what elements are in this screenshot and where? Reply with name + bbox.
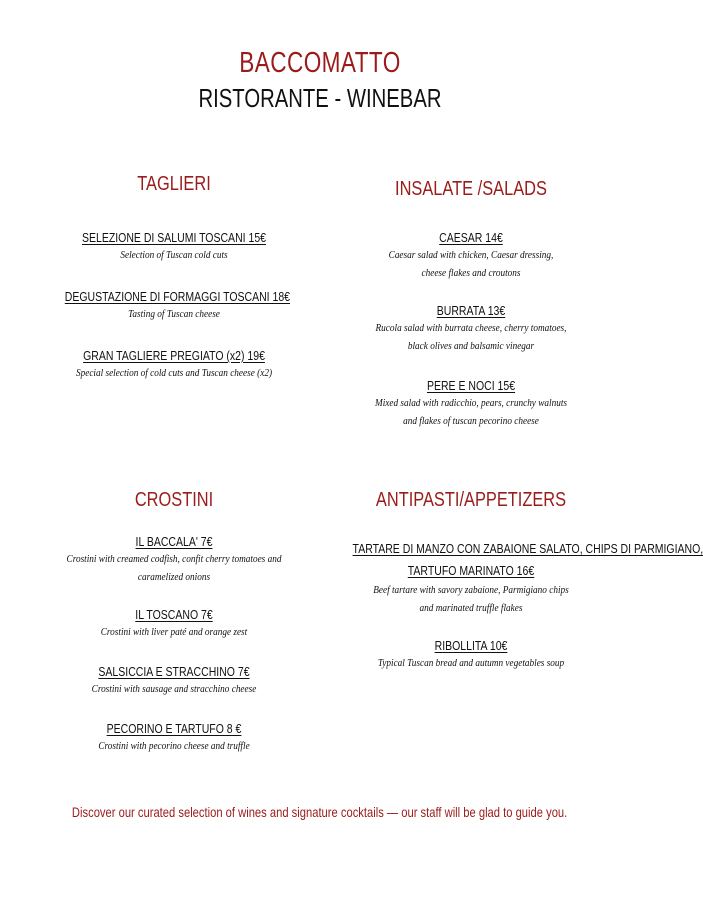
restaurant-subtitle: RISTORANTE - WINEBAR <box>198 83 442 113</box>
item-name: DEGUSTAZIONE DI FORMAGGI TOSCANI 18€ <box>64 290 291 304</box>
menu-item <box>330 638 612 673</box>
item-name: IL BACCALA' 7€ <box>135 535 213 549</box>
item-description: Rucola salad with burrata cheese, cherry tomatoes, <box>375 323 567 334</box>
item-description: cheese flakes and croutons <box>421 268 521 279</box>
menu-header <box>0 46 640 114</box>
menu-item <box>330 378 612 431</box>
menu-item <box>44 664 304 699</box>
section-title: TAGLIERI <box>137 173 211 195</box>
item-name: RIBOLLITA 10€ <box>434 639 508 653</box>
item-name: IL TOSCANO 7€ <box>135 608 213 622</box>
item-name: PECORINO E TARTUFO 8 € <box>106 722 242 736</box>
section-title: ANTIPASTI/APPETIZERS <box>375 489 567 511</box>
item-description: Caesar salad with chicken, Caesar dressing, <box>388 250 554 261</box>
menu-item <box>44 348 304 383</box>
menu-footer <box>0 802 640 822</box>
menu-item <box>330 303 612 356</box>
item-name: SELEZIONE DI SALUMI TOSCANI 15€ <box>81 231 267 245</box>
restaurant-name: BACCOMATTO <box>239 47 401 79</box>
item-description: Special selection of cold cuts and Tuscan cheese (x2) <box>75 368 273 379</box>
item-name: TARTARE DI MANZO CON ZABAIONE SALATO, CHIPS DI PARMIGIANO, <box>352 542 703 556</box>
item-name: GRAN TAGLIERE PREGIATO (x2) 19€ <box>83 349 265 363</box>
menu-item <box>44 721 304 756</box>
item-description: Selection of Tuscan cold cuts <box>120 250 228 261</box>
menu-item <box>44 534 304 587</box>
item-description: caramelized onions <box>137 572 211 583</box>
item-name: BURRATA 13€ <box>436 304 506 318</box>
item-description: Tasting of Tuscan cheese <box>128 309 220 320</box>
item-description: Mixed salad with radicchio, pears, crunchy walnuts <box>375 398 567 409</box>
item-description: Crostini with pecorino cheese and truffle <box>98 741 250 752</box>
item-description: and marinated truffle flakes <box>419 603 523 614</box>
item-description: and flakes of tuscan pecorino cheese <box>403 416 539 427</box>
item-name: CAESAR 14€ <box>439 231 503 245</box>
item-description: black olives and balsamic vinegar <box>407 341 535 352</box>
menu-item <box>330 230 612 283</box>
item-name: TARTUFO MARINATO 16€ <box>407 564 535 578</box>
item-description: Typical Tuscan bread and autumn vegetables soup <box>377 658 565 669</box>
menu-item <box>330 538 703 618</box>
item-description: Crostini with sausage and stracchino cheese <box>91 684 257 695</box>
section-title: INSALATE /SALADS <box>395 178 547 200</box>
section-taglieri <box>44 172 304 383</box>
item-description: Crostini with liver paté and orange zest <box>100 627 248 638</box>
section-insalate <box>330 177 612 431</box>
menu-item <box>44 607 304 642</box>
item-description: Crostini with creamed codfish, confit cherry tomatoes and <box>66 554 282 565</box>
section-antipasti <box>330 488 703 673</box>
item-description: Beef tartare with savory zabaione, Parmigiano chips <box>373 585 569 596</box>
item-name: PERE E NOCI 15€ <box>426 379 516 393</box>
menu-item <box>44 230 304 265</box>
section-title: CROSTINI <box>134 489 214 511</box>
section-crostini <box>44 488 304 756</box>
footer-note: Discover our curated selection of wines and signature cocktails — our staff will be glad to guide you. <box>72 804 568 820</box>
item-name: SALSICCIA E STRACCHINO 7€ <box>98 665 250 679</box>
menu-item <box>44 289 304 324</box>
